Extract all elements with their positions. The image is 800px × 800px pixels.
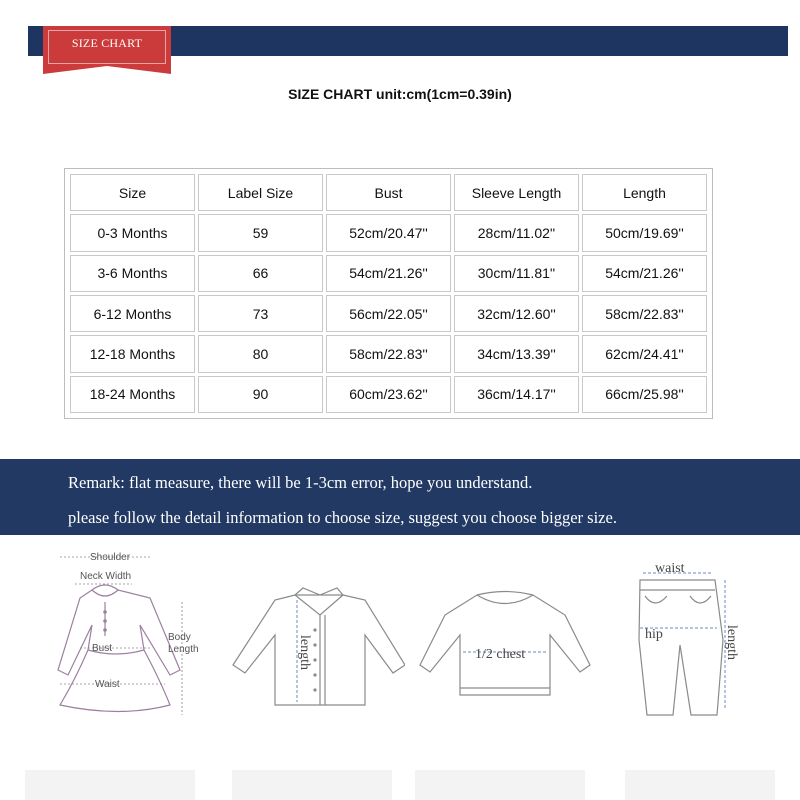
faint-footer-block <box>25 770 195 800</box>
table-cell: 66cm/25.98'' <box>582 376 707 413</box>
table-row <box>70 255 707 292</box>
remark-line-2: please follow the detail information to choose size, suggest you choose bigger size. <box>68 508 617 527</box>
table-cell: 62cm/24.41'' <box>582 335 707 372</box>
faint-footer-block <box>232 770 392 800</box>
table-cell: 52cm/20.47'' <box>326 214 451 251</box>
waist-label: Waist <box>95 679 120 690</box>
table-cell: 73 <box>198 295 323 332</box>
badge-label: SIZE CHART <box>71 36 143 50</box>
faint-footer-block <box>625 770 775 800</box>
table-cell: 80 <box>198 335 323 372</box>
header-cell: Bust <box>326 174 451 211</box>
table-cell: 6-12 Months <box>70 295 195 332</box>
table-cell: 28cm/11.02'' <box>454 214 579 251</box>
pants-length-label: length <box>724 625 739 660</box>
size-table <box>64 168 713 419</box>
table-cell: 60cm/23.62'' <box>326 376 451 413</box>
faint-footer-block <box>415 770 585 800</box>
size-chart-badge <box>43 26 171 74</box>
table-cell: 3-6 Months <box>70 255 195 292</box>
table-cell: 58cm/22.83'' <box>326 335 451 372</box>
table-row <box>70 335 707 372</box>
table-row <box>70 295 707 332</box>
table-cell: 66 <box>198 255 323 292</box>
header-cell: Length <box>582 174 707 211</box>
body-length-label-2: Length <box>168 644 199 655</box>
header-cell: Size <box>70 174 195 211</box>
table-cell: 59 <box>198 214 323 251</box>
pants-measure-diagram <box>625 540 795 730</box>
table-cell: 18-24 Months <box>70 376 195 413</box>
table-cell: 50cm/19.69'' <box>582 214 707 251</box>
table-cell: 12-18 Months <box>70 335 195 372</box>
table-cell: 36cm/14.17'' <box>454 376 579 413</box>
neck-width-label: Neck Width <box>80 571 132 582</box>
header-cell: Label Size <box>198 174 323 211</box>
remark-line-1: Remark: flat measure, there will be 1-3cm error, hope you understand. <box>68 473 533 492</box>
chest-label: 1/2 chest <box>475 647 526 662</box>
page-title: SIZE CHART unit:cm(1cm=0.39in) <box>288 86 512 102</box>
table-header-row <box>70 174 707 211</box>
shirt-measure-diagram <box>225 540 405 730</box>
shoulder-label: Shoulder <box>90 552 131 563</box>
table-cell: 54cm/21.26'' <box>582 255 707 292</box>
table-cell: 0-3 Months <box>70 214 195 251</box>
table-cell: 90 <box>198 376 323 413</box>
sweater-measure-diagram <box>415 540 595 730</box>
table-row <box>70 214 707 251</box>
bust-label: Bust <box>92 643 113 654</box>
table-cell: 32cm/12.60'' <box>454 295 579 332</box>
dress-measure-diagram <box>20 540 220 730</box>
table-cell: 56cm/22.05'' <box>326 295 451 332</box>
table-row <box>70 376 707 413</box>
shirt-length-label: length <box>297 635 312 670</box>
hip-label: hip <box>645 627 663 642</box>
table-cell: 30cm/11.81'' <box>454 255 579 292</box>
body-length-label-1: Body <box>168 632 191 643</box>
table-cell: 54cm/21.26'' <box>326 255 451 292</box>
table-cell: 34cm/13.39'' <box>454 335 579 372</box>
waist-label-pants: waist <box>655 561 685 576</box>
header-cell: Sleeve Length <box>454 174 579 211</box>
table-cell: 58cm/22.83'' <box>582 295 707 332</box>
